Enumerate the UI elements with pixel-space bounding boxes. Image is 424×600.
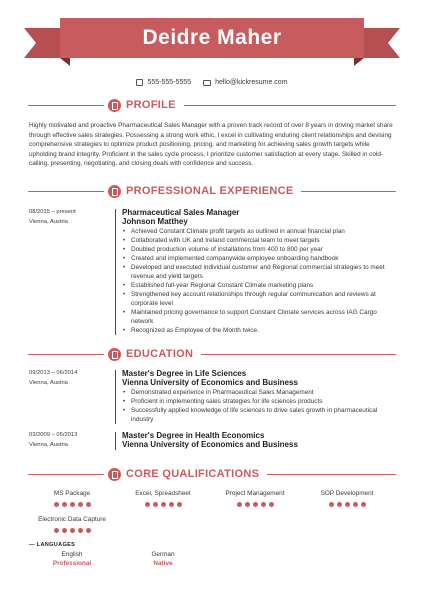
graduation-cap-icon [108,348,121,361]
bullet-item: • Strengthened key account relationships through regular communication and reviews at corporate level [122,290,397,308]
divider-line [28,474,104,475]
rating-dot [153,502,158,507]
briefcase-icon [108,185,121,198]
rating-dot [54,502,59,507]
degree-title: Master's Degree in Health Economics [122,431,265,440]
skill-rating [27,502,117,507]
rating-dot [70,502,75,507]
rating-dot [169,502,174,507]
rating-dot [345,502,350,507]
entry-content [122,431,397,449]
school-name: Vienna University of Economics and Business [122,378,298,387]
skill-name: Project Management [225,490,285,497]
rating-dot [177,502,182,507]
education-section-header [28,346,396,362]
skill-name: Electronic Data Capture [38,516,106,523]
language-name: German [151,551,175,558]
bullet-item: • Successfully applied knowledge of life sciences to drive sales growth in pharmaceutical industry [122,406,397,424]
bullet-item: • Created and implemented companywide employee onboarding handbook [122,254,397,263]
ribbon-fold-right [354,58,364,66]
rating-dot [269,502,274,507]
skill-rating [27,528,117,533]
languages-title: LANGUAGES [36,542,76,548]
rating-dot [70,528,75,533]
entry-divider [115,209,116,335]
bullet-item: • Collaborated with UK and Ireland commercial team to meet targets [122,236,397,245]
skill-item [210,490,300,507]
divider-line [201,354,396,355]
envelope-icon [203,80,211,86]
skill-name: SOP Development [320,490,374,497]
job-title: Pharmaceutical Sales Manager [122,208,240,217]
bullet-item: • Maintained pricing governance to support Constant Climate services across IAG Cargo network [122,308,397,326]
rating-dot [353,502,358,507]
rating-dot [145,502,150,507]
skill-rating [118,502,208,507]
skill-item [27,490,117,507]
section-title: EDUCATION [126,348,194,360]
rating-dot [329,502,334,507]
entry-content [122,208,397,335]
education-bullets [122,388,397,424]
degree-title: Master's Degree in Life Sciences [122,369,247,378]
rating-dot [62,528,67,533]
entry-meta [29,431,115,450]
qualifications-section-header [28,466,396,482]
experience-section-header [28,183,396,199]
job-bullets [122,227,397,335]
email-address[interactable]: hello@kickresume.com [215,79,288,86]
skill-item [27,516,117,533]
rating-dot [86,502,91,507]
rating-dot [78,528,83,533]
ribbon-main [60,18,364,58]
entry-divider [115,432,116,450]
section-title: PROFESSIONAL EXPERIENCE [126,185,294,197]
bullet-item: • Doubled production volume of installations from 400 to 800 per year [122,245,397,254]
lightbulb-icon [108,468,121,481]
entry-dates: 03/2009 – 05/2013 [29,432,78,438]
skill-item [118,490,208,507]
profile-section-header [28,97,396,113]
entry-meta [29,208,115,227]
bullet-item: • Established full-year Regional Constant Climate marketing plans [122,281,397,290]
divider-line [28,105,104,106]
ribbon-fold-left [60,58,70,66]
skill-name: Excel, Spreadsheet [135,490,191,497]
rating-dot [237,502,242,507]
rating-dot [361,502,366,507]
name-banner [24,16,400,66]
phone-number[interactable]: 555-555-5555 [147,79,192,86]
bullet-item: • Recognized as Employee of the Month twice. [122,326,397,335]
bullet-item: • Proficient in implementing sales strategies for life sciences products [122,397,397,406]
school-name: Vienna University of Economics and Business [122,440,298,449]
rating-dot [78,502,83,507]
language-item [27,550,117,568]
entry-location: Vienna, Austria [29,218,68,225]
languages-header: — LANGUAGES [29,542,76,548]
rating-dot [245,502,250,507]
rating-dot [62,502,67,507]
skill-rating [210,502,300,507]
section-title: PROFILE [126,99,176,111]
entry-meta [29,369,115,388]
rating-dot [253,502,258,507]
skill-item [302,490,392,507]
entry-location: Vienna, Austria [29,379,68,386]
rating-dot [86,528,91,533]
job-company: Johnson Matthey [122,217,188,226]
entry-content [122,369,397,424]
bullet-item: • Achieved Constant Climate profit targets as outlined in annual financial plan [122,227,397,236]
skill-name: MS Package [53,490,91,497]
user-icon [108,99,121,112]
divider-line [28,191,104,192]
rating-dot [337,502,342,507]
contact-bar [0,79,424,86]
section-title: CORE QUALIFICATIONS [126,468,260,480]
divider-line [267,474,396,475]
rating-dot [161,502,166,507]
entry-dates: 08/2015 – present [29,209,76,215]
entry-location: Vienna, Austria [29,441,68,448]
language-name: English [61,551,83,558]
profile-summary: Highly motivated and proactive Pharmaceutical Sales Manager with a proven track record of over 8 years in driving market share through effective sales strategies. Possessing a strong work ethic, I excel in cultivating enduring client relationships and devising comprehensive strategies to optimize product positioning, pricing, and marketing for achieving sales growth targets while upholding brand integrity. Proficient in the sales cycle process, I prioritize customer satisfaction at every stage. Skilled in cold-calling, presenting, negotiating, and closing deals with confidence and success. [29,122,393,167]
bullet-item: • Developed and executed individual customer and Regional commercial strategies to meet revenue and yield targets [122,263,397,281]
language-level: Native [153,560,173,567]
rating-dot [54,528,59,533]
divider-line [301,191,396,192]
bullet-item: • Demonstrated experience in Pharmaceutical Sales Management [122,388,397,397]
skill-rating [302,502,392,507]
divider-line [28,354,104,355]
entry-dates: 09/2013 – 06/2014 [29,370,78,376]
divider-line [184,105,396,106]
rating-dot [261,502,266,507]
language-level: Professional [52,560,92,567]
entry-divider [115,370,116,424]
phone-icon [136,79,143,86]
candidate-name: Deidre Maher [142,26,282,49]
language-item [118,550,208,568]
